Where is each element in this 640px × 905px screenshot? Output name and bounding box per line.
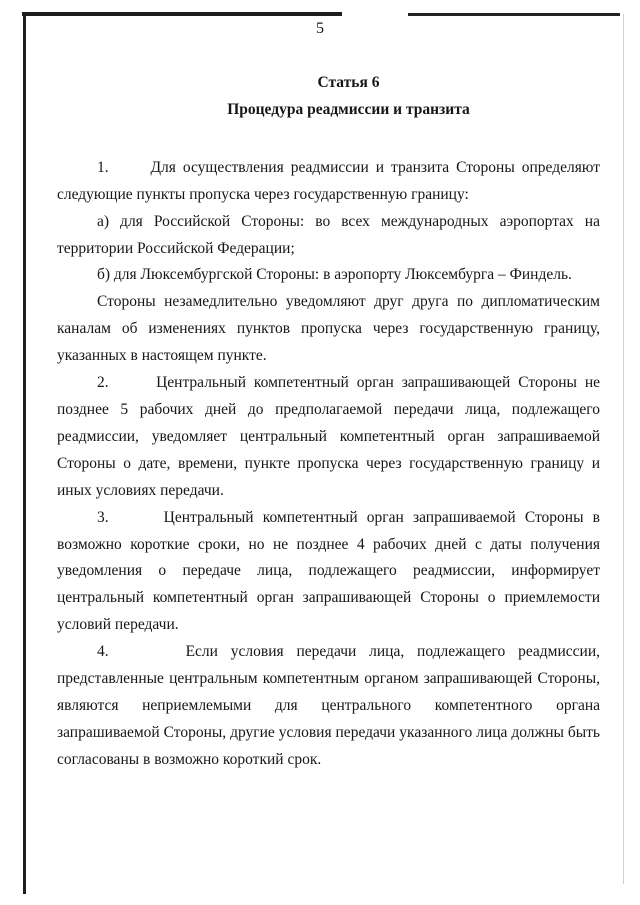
page-number: 5 — [316, 20, 324, 37]
scan-border-top-right — [408, 13, 620, 16]
paragraph-2: 2. Центральный компетентный орган запрашивающей Стороны не позднее 5 рабочих дней до предполагаемой передачи лица, подлежащего реадмиссии, уведомляет центральный компетентный орган запрашиваемой Стороны о дате, времени, пункте пропуска через государственную границу и иных условиях передачи. — [57, 374, 600, 499]
scan-border-top — [22, 12, 342, 16]
document-body — [57, 70, 600, 774]
paragraph-4: 4. Если условия передачи лица, подлежащего реадмиссии, представленные центральным компетентным органом запрашивающей Стороны, являются неприемлемыми для центрального компетентного органа запрашиваемой Стороны, другие условия передачи указанного лица должны быть согласованы в возможно короткий срок. — [57, 643, 600, 768]
paragraph-1b: б) для Люксембургской Стороны: в аэропорту Люксембурга – Финдель. — [97, 266, 572, 284]
scan-border-right — [623, 14, 624, 884]
scan-border-left — [23, 14, 26, 894]
paragraph-1: 1. Для осуществления реадмиссии и транзита Стороны определяют следующие пункты пропуска через государственную границу: — [57, 158, 600, 203]
article-title: Процедура реадмиссии и транзита — [227, 100, 470, 118]
paragraph-1a: а) для Российской Стороны: во всех международных аэропортах на территории Российской Федерации; — [57, 212, 600, 257]
paragraph-1-notice: Стороны незамедлительно уведомляют друг друга по дипломатическим каналам об изменениях пунктов пропуска через государственную границу, указанных в настоящем пункте. — [57, 293, 600, 365]
paragraph-3: 3. Центральный компетентный орган запрашиваемой Стороны в возможно короткие сроки, но не позднее 4 рабочих дней с даты получения уведомления о передаче лица, подлежащего реадмиссии, информирует центральный компетентный орган запрашивающей Стороны о приемлемости условий передачи. — [57, 508, 600, 634]
article-heading: Статья 6 — [317, 74, 380, 91]
